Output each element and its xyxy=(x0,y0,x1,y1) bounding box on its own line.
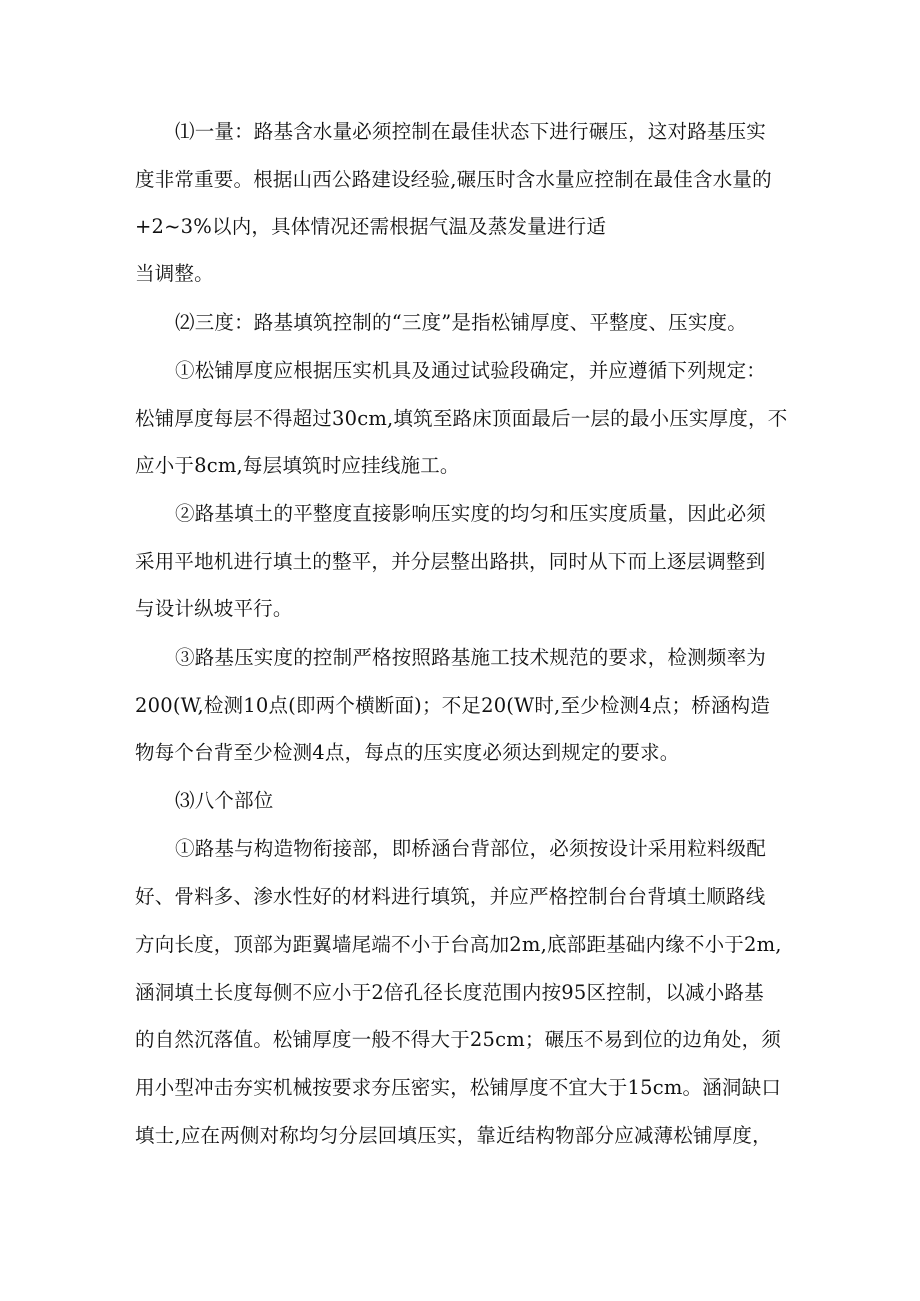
paragraph-line: 当调整。 xyxy=(135,262,214,285)
paragraph-line: ①路基与构造物衔接部，即桥涵台背部位，必须按设计采用粒料级配 xyxy=(175,837,767,860)
paragraph-line: 度非常重要。根据山西公路建设经验,碾压时含水量应控制在最佳含水量的 xyxy=(135,168,772,191)
paragraph-line: 涵洞填土长度每侧不应小于2倍孔径长度范围内按95区控制，以减小路基 xyxy=(135,981,764,1004)
paragraph-line: ⑴一量：路基含水量必须控制在最佳状态下进行碾压，这对路基压实 xyxy=(175,120,767,143)
paragraph-line: 方向长度，顶部为距翼墙尾端不小于台高加2m,底部距基础内缘不小于2m, xyxy=(135,933,782,956)
paragraph-line: 的自然沉落值。松铺厚度一般不得大于25cm；碾压不易到位的边角处，须 xyxy=(135,1028,782,1051)
paragraph-line: 松铺厚度每层不得超过30cm,填筑至路床顶面最后一层的最小压实厚度，不 xyxy=(135,407,788,430)
paragraph-line: 应小于8cm,每层填筑时应挂线施工。 xyxy=(135,454,460,477)
paragraph-line: 与设计纵坡平行。 xyxy=(135,597,293,620)
paragraph-line: ③路基压实度的控制严格按照路基施工技术规范的要求，检测频率为 xyxy=(175,646,767,669)
paragraph-line: +2~3%以内，具体情况还需根据气温及蒸发量进行适 xyxy=(135,215,607,238)
paragraph-line: 采用平地机进行填土的整平，并分层整出路拱，同时从下而上逐层调整到 xyxy=(135,550,766,573)
paragraph-line: 用小型冲击夯实机械按要求夯压密实，松铺厚度不宜大于15cm。涵洞缺口 xyxy=(135,1076,782,1099)
paragraph-line: 好、骨料多、渗水性好的材料进行填筑，并应严格控制台台背填土顺路线 xyxy=(135,885,766,908)
paragraph-line: ②路基填土的平整度直接影响压实度的均匀和压实度质量，因此必须 xyxy=(175,502,767,525)
paragraph-line: ①松铺厚度应根据压实机具及通过试验段确定，并应遵循下列规定： xyxy=(175,359,767,382)
paragraph-line: 200(W,检测10点(即两个横断面)；不足20(W时,至少检测4点；桥涵构造 xyxy=(135,694,771,717)
paragraph-line: 物每个台背至少检测4点，每点的压实度必须达到规定的要求。 xyxy=(135,741,680,764)
paragraph-line: ⑵三度：路基填筑控制的“三度”是指松铺厚度、平整度、压实度。 xyxy=(175,311,747,334)
paragraph-line: 填士,应在两侧对称均匀分层回填压实，靠近结构物部分应减薄松铺厚度， xyxy=(135,1124,772,1147)
paragraph-line: ⑶八个部位 xyxy=(175,789,274,812)
